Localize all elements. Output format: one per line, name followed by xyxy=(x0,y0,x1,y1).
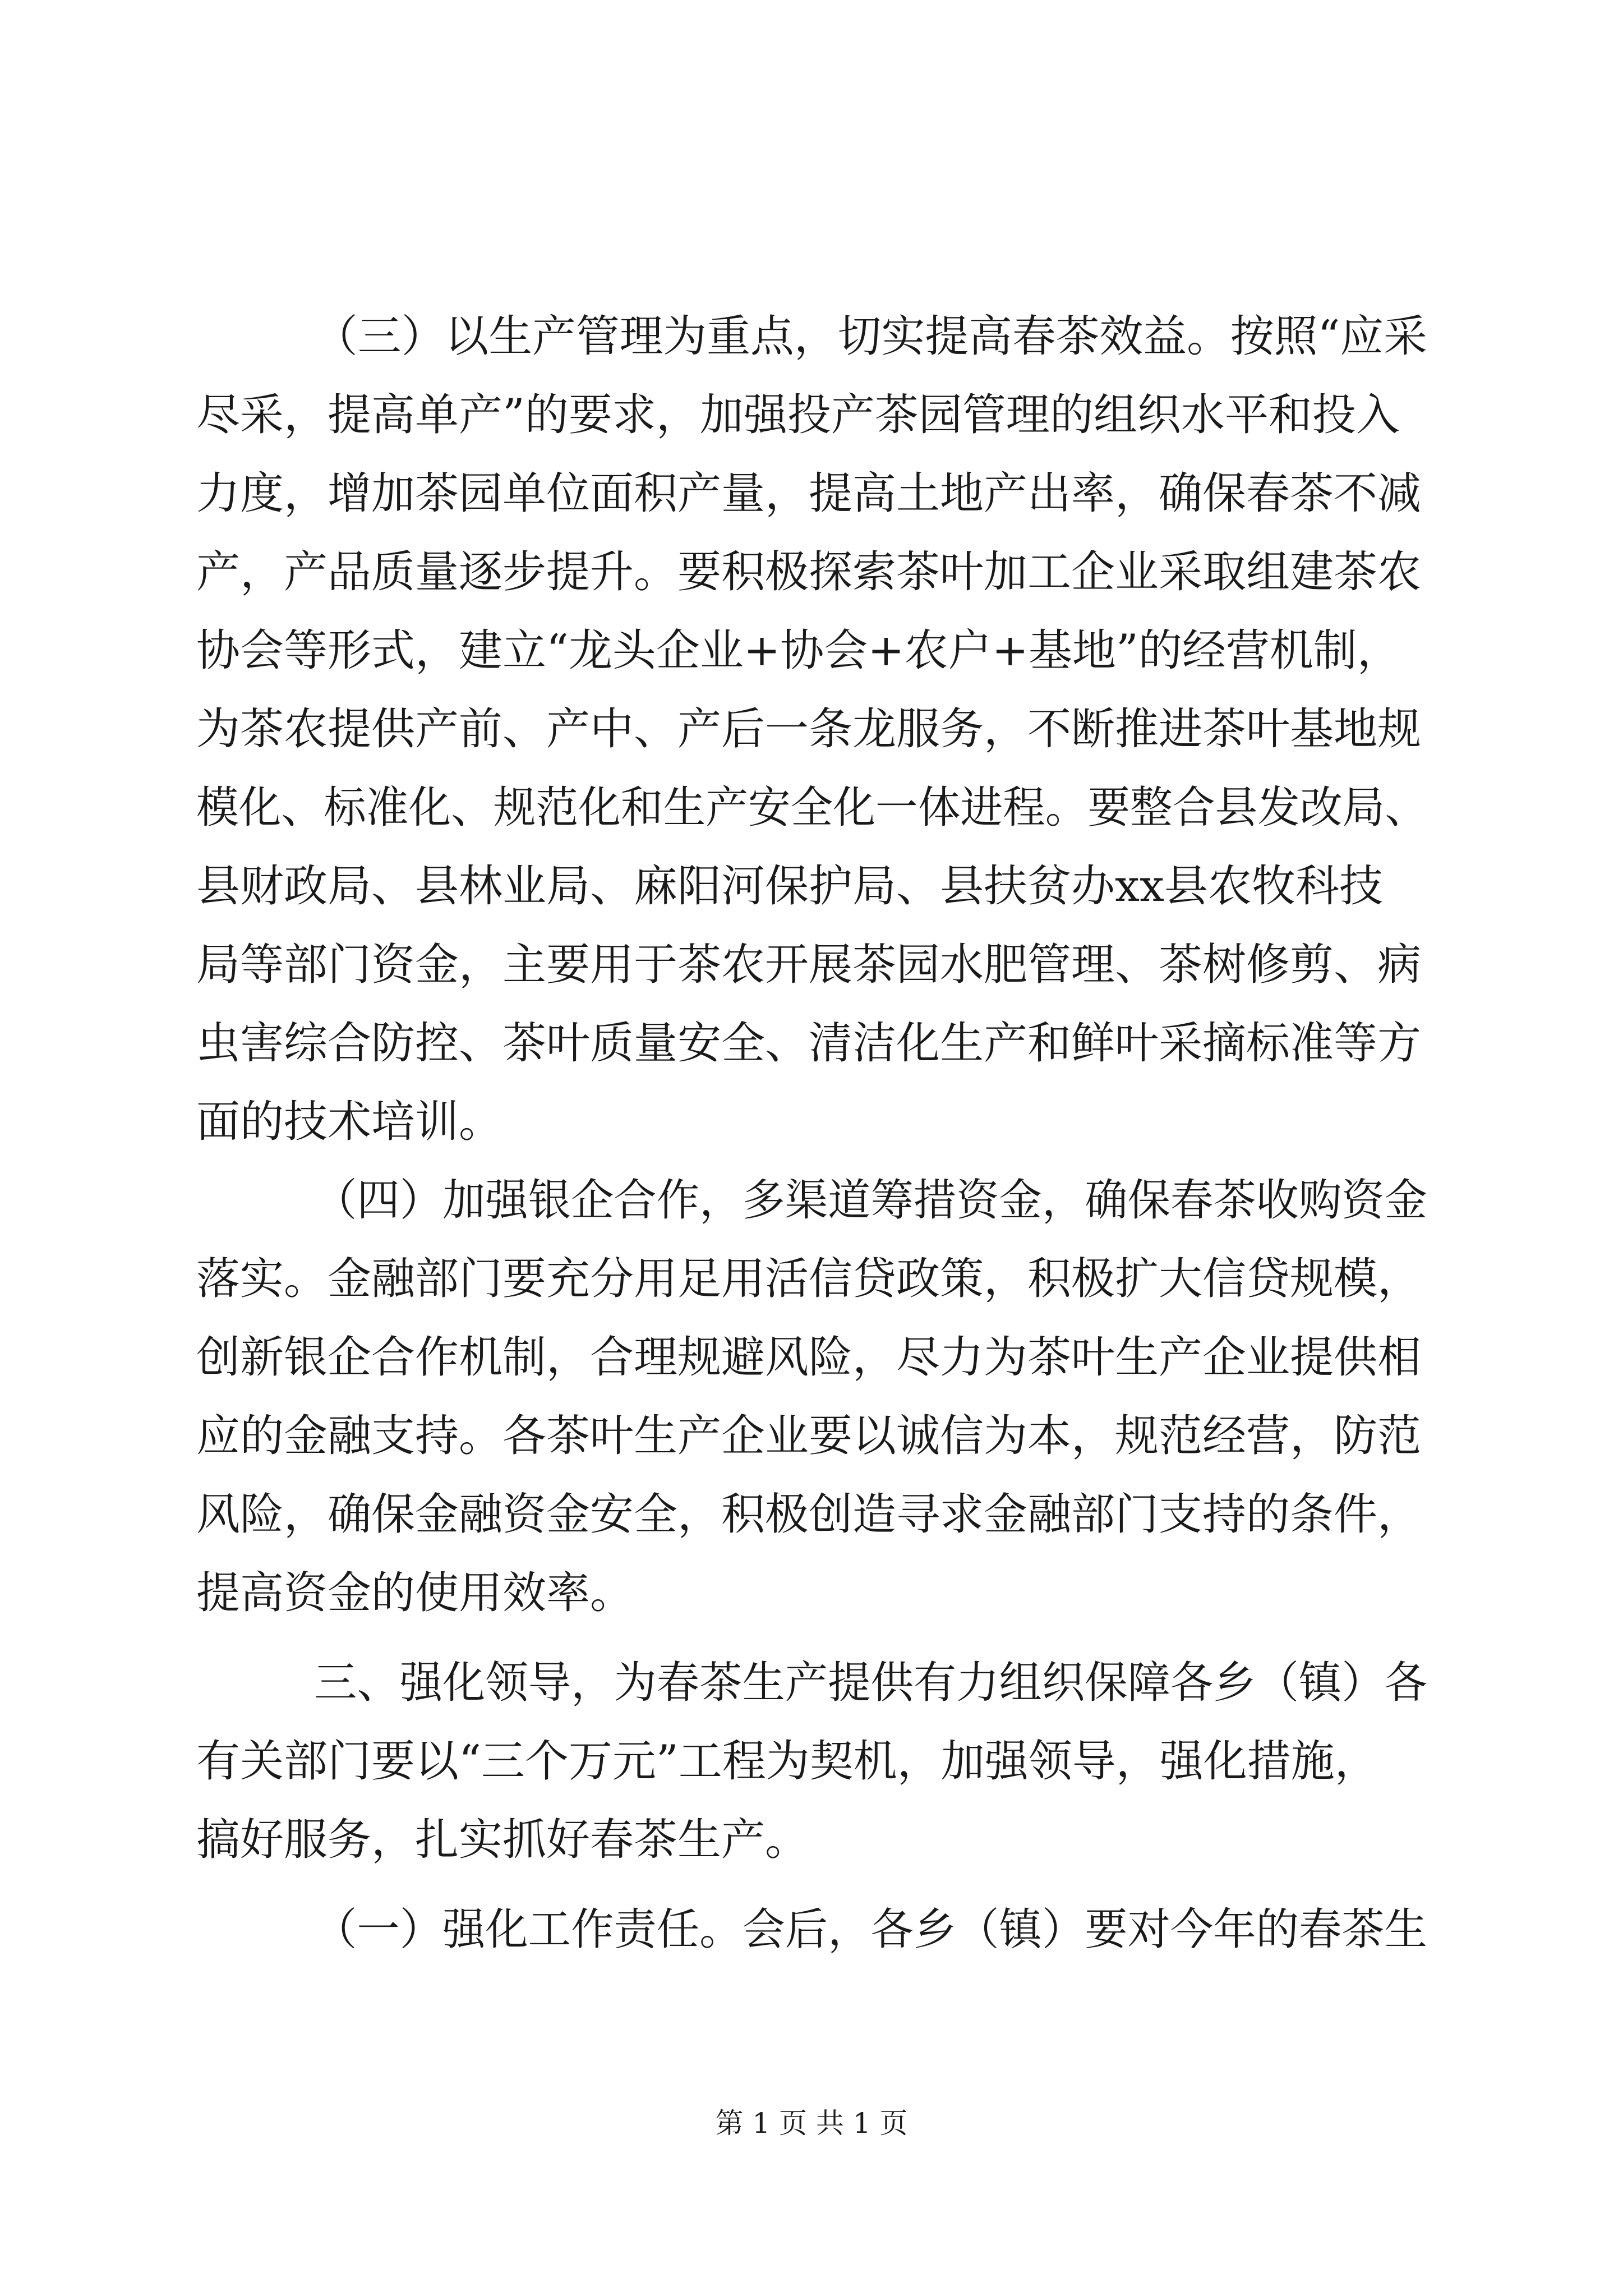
paragraph-line: 面的技术培训。 xyxy=(196,1097,503,1147)
paragraph-line: 落实。金融部门要充分用足用活信贷政策，积极扩大信贷规模， xyxy=(196,1254,1422,1304)
paragraph-line: 虫害综合防控、茶叶质量安全、清洁化生产和鲜叶采摘标准等方 xyxy=(196,1018,1422,1069)
page-number-footer: 第 1 页 共 1 页 xyxy=(715,2107,908,2139)
paragraph-line: 搞好服务，扎实抓好春茶生产。 xyxy=(196,1815,809,1865)
paragraph-line: 为茶农提供产前、产中、产后一条龙服务，不断推进茶叶基地规 xyxy=(196,704,1422,754)
paragraph-line: （三）以生产管理为重点，切实提高春茶效益。按照“应采 xyxy=(314,311,1427,362)
paragraph-line: 产，产品质量逐步提升。要积极探索茶叶加工企业采取组建茶农 xyxy=(196,547,1422,597)
paragraph-line: 尽采，提高单产”的要求，加强投产茶园管理的组织水平和投入 xyxy=(196,390,1400,440)
paragraph-line: 提高资金的使用效率。 xyxy=(196,1568,634,1618)
paragraph-line: 模化、标准化、规范化和生产安全化一体进程。要整合县发改局、 xyxy=(196,783,1428,833)
paragraph-line: 风险，确保金融资金安全，积极创造寻求金融部门支持的条件， xyxy=(196,1489,1422,1540)
paragraph-line: 协会等形式，建立“龙头企业+协会+农户+基地”的经营机制， xyxy=(196,625,1401,676)
paragraph-line: 应的金融支持。各茶叶生产企业要以诚信为本，规范经营，防范 xyxy=(196,1411,1422,1461)
paragraph-line: （一）强化工作责任。会后，各乡（镇）要对今年的春茶生 xyxy=(314,1904,1428,1955)
paragraph-line: 力度，增加茶园单位面积产量，提高土地产出率，确保春茶不减 xyxy=(196,468,1422,519)
paragraph-line: （四）加强银企合作，多渠道筹措资金，确保春茶收购资金 xyxy=(314,1175,1428,1226)
paragraph-line: 有关部门要以“三个万元”工程为契机，加强领导，强化措施， xyxy=(196,1736,1378,1787)
paragraph-line: 创新银企合作机制，合理规避风险，尽力为茶叶生产企业提供相 xyxy=(196,1332,1422,1383)
paragraph-line: 局等部门资金，主要用于茶农开展茶园水肥管理、茶树修剪、病 xyxy=(196,940,1422,990)
paragraph-line: 县财政局、县林业局、麻阳河保护局、县扶贫办xx县农牧科技 xyxy=(196,861,1383,912)
section-heading-line: 三、强化领导，为春茶生产提供有力组织保障各乡（镇）各 xyxy=(314,1658,1428,1708)
